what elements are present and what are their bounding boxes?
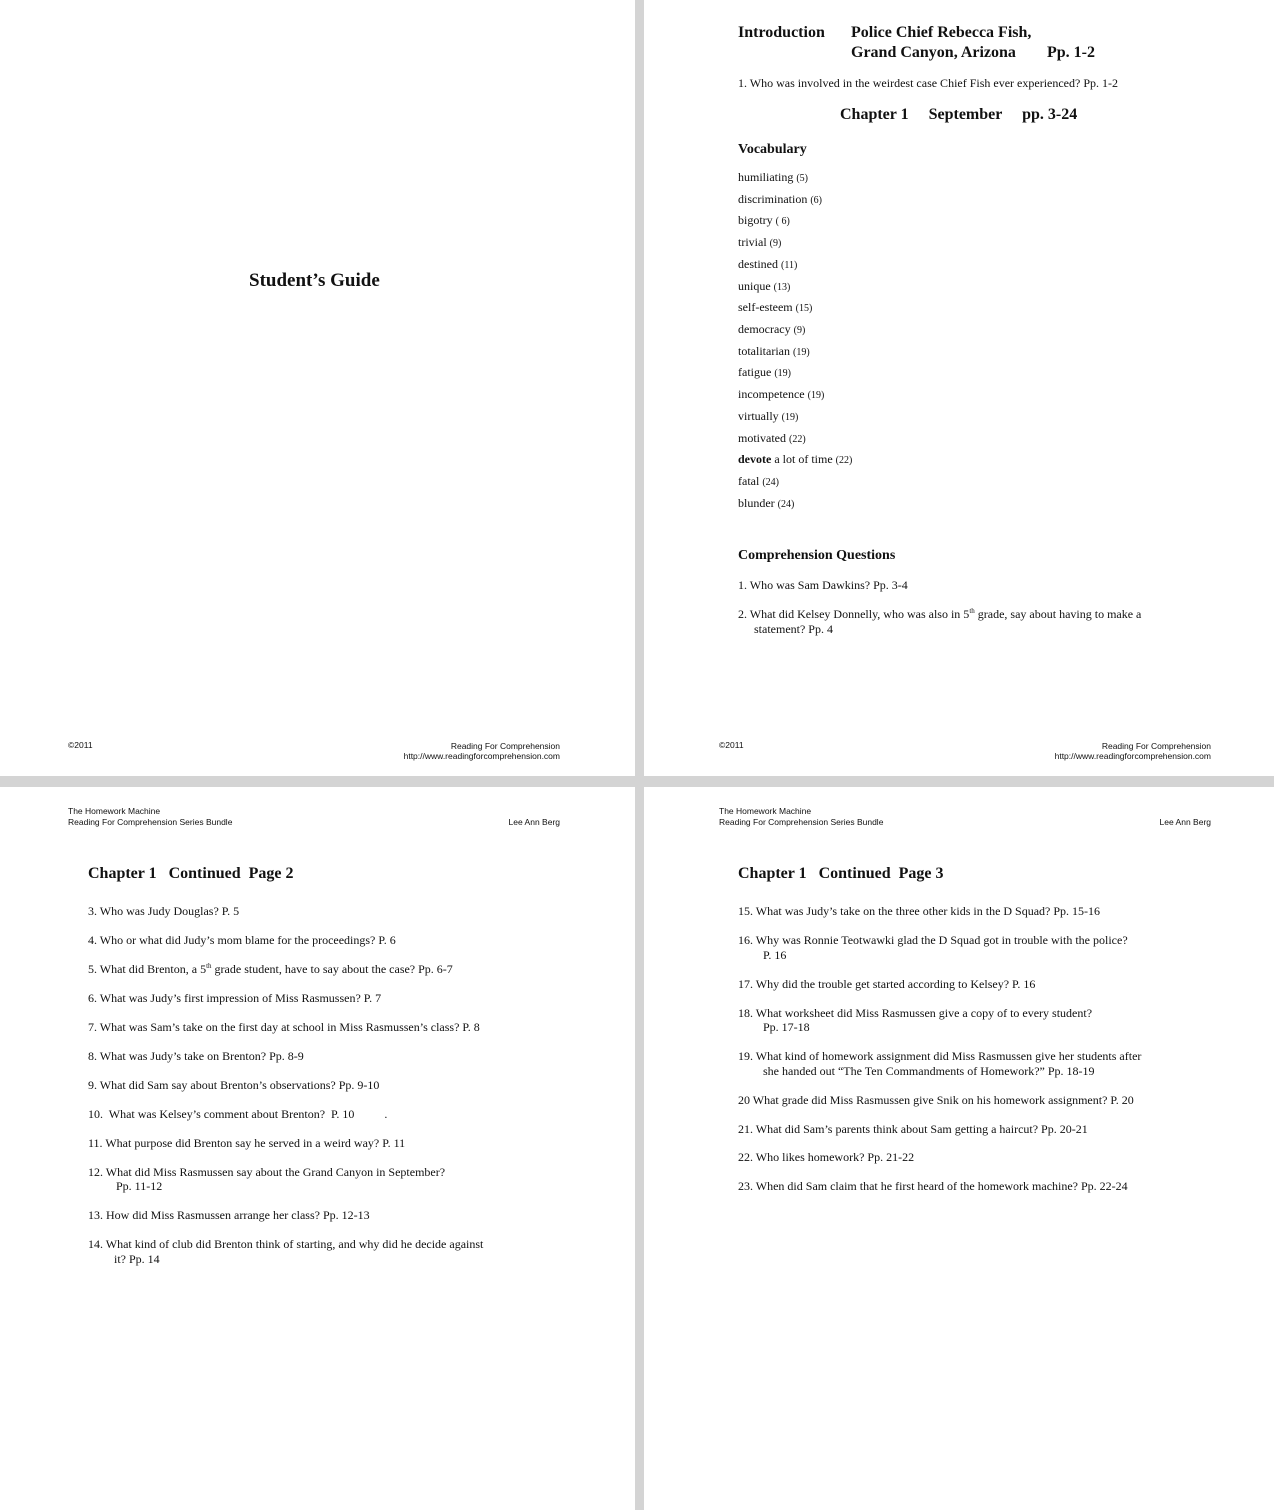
vocab-item: destined (11) — [738, 257, 798, 271]
vocab-item: blunder (24) — [738, 496, 795, 510]
question-item: 23. When did Sam claim that he first heard of the homework machine? Pp. 22-24 — [738, 1179, 1128, 1193]
vocab-item: self-esteem (15) — [738, 300, 813, 314]
vocab-item: motivated (22) — [738, 431, 806, 445]
vocab-item: devote a lot of time (22) — [738, 452, 853, 466]
vocab-item: trivial (9) — [738, 235, 782, 249]
vocab-item: bigotry ( 6) — [738, 213, 790, 227]
intro-label: Introduction — [738, 24, 825, 41]
chapter-heading: Chapter 1 September pp. 3-24 — [840, 106, 1078, 123]
question-continuation: statement? Pp. 4 — [754, 622, 833, 636]
vocab-item: incompetence (19) — [738, 387, 825, 401]
footer-publisher: Reading For Comprehension — [1101, 741, 1211, 751]
question-item: 11. What purpose did Brenton say he served in a weird way? P. 11 — [88, 1136, 406, 1150]
intro-pages: Pp. 1-2 — [1047, 44, 1095, 61]
question-item: 10. What was Kelsey’s comment about Brenton? P. 10 . — [88, 1107, 388, 1121]
question-item: 6. What was Judy’s first impression of Miss Rasmussen? P. 7 — [88, 991, 382, 1005]
header-author: Lee Ann Berg — [1159, 817, 1211, 827]
question-item: 16. Why was Ronnie Teotwawki glad the D Squad got in trouble with the police? — [738, 933, 1128, 947]
chapter-heading: Chapter 1 Continued Page 3 — [738, 865, 944, 882]
vocab-item: unique (13) — [738, 279, 791, 293]
footer-publisher: Reading For Comprehension — [450, 741, 560, 751]
question-continuation: it? Pp. 14 — [114, 1252, 160, 1266]
question-continuation: Pp. 11-12 — [116, 1179, 163, 1193]
vocab-item: democracy (9) — [738, 322, 806, 336]
question-continuation: Pp. 17-18 — [763, 1020, 810, 1034]
intro-title-line1: Police Chief Rebecca Fish, — [851, 24, 1032, 41]
vocab-item: humiliating (5) — [738, 170, 809, 184]
question-item: 13. How did Miss Rasmussen arrange her class? Pp. 12-13 — [88, 1208, 370, 1222]
footer-url: http://www.readingforcomprehension.com — [1054, 751, 1211, 761]
question-item: 21. What did Sam’s parents think about Sam getting a haircut? Pp. 20-21 — [738, 1122, 1088, 1136]
header-series: Reading For Comprehension Series Bundle — [68, 817, 233, 827]
comprehension-heading: Comprehension Questions — [738, 548, 896, 563]
intro-question: 1. Who was involved in the weirdest case Chief Fish ever experienced? Pp. 1-2 — [738, 76, 1119, 90]
page-3 — [0, 787, 635, 1510]
page-2 — [644, 0, 1274, 776]
question-item: 17. Why did the trouble get started according to Kelsey? P. 16 — [738, 977, 1036, 991]
footer-copyright: ©2011 — [719, 740, 744, 750]
chapter-heading: Chapter 1 Continued Page 2 — [88, 865, 294, 882]
question-item: 3. Who was Judy Douglas? P. 5 — [88, 904, 240, 918]
footer-copyright: ©2011 — [68, 740, 93, 750]
vocab-item: virtually (19) — [738, 409, 799, 423]
question-item: 19. What kind of homework assignment did Miss Rasmussen give her students after — [738, 1049, 1142, 1063]
header-author: Lee Ann Berg — [508, 817, 560, 827]
question-item: 9. What did Sam say about Brenton’s observations? Pp. 9-10 — [88, 1078, 380, 1092]
vocab-item: totalitarian (19) — [738, 344, 810, 358]
question-item: 18. What worksheet did Miss Rasmussen give a copy of to every student? — [738, 1006, 1093, 1020]
question-item: 14. What kind of club did Brenton think of starting, and why did he decide against — [88, 1237, 484, 1251]
vocab-item: fatigue (19) — [738, 365, 791, 379]
vocab-item: discrimination (6) — [738, 192, 822, 206]
question-item: 5. What did Brenton, a 5th grade student, have to say about the case? Pp. 6-7 — [88, 962, 453, 976]
question-item: 7. What was Sam’s take on the first day at school in Miss Rasmussen’s class? P. 8 — [88, 1020, 480, 1034]
question-item: 22. Who likes homework? Pp. 21-22 — [738, 1150, 915, 1164]
footer-url: http://www.readingforcomprehension.com — [403, 751, 560, 761]
question-item: 20 What grade did Miss Rasmussen give Snik on his homework assignment? P. 20 — [738, 1093, 1134, 1107]
question-item: 12. What did Miss Rasmussen say about the Grand Canyon in September? — [88, 1165, 446, 1179]
vocabulary-heading: Vocabulary — [738, 142, 807, 157]
header-book-title: The Homework Machine — [719, 806, 812, 816]
header-book-title: The Homework Machine — [68, 806, 161, 816]
page-title: Student’s Guide — [249, 270, 380, 291]
question-item: 15. What was Judy’s take on the three other kids in the D Squad? Pp. 15-16 — [738, 904, 1101, 918]
question-item: 1. Who was Sam Dawkins? Pp. 3-4 — [738, 578, 908, 592]
question-item: 8. What was Judy’s take on Brenton? Pp. 8-9 — [88, 1049, 304, 1063]
question-continuation: P. 16 — [763, 948, 787, 962]
page-4 — [644, 787, 1274, 1510]
question-item: 2. What did Kelsey Donnelly, who was also in 5th grade, say about having to make a — [738, 607, 1142, 621]
page-1 — [0, 0, 635, 776]
vocab-item: fatal (24) — [738, 474, 779, 488]
question-item: 4. Who or what did Judy’s mom blame for the proceedings? P. 6 — [88, 933, 396, 947]
intro-title-line2: Grand Canyon, Arizona — [851, 44, 1016, 61]
question-continuation: she handed out “The Ten Commandments of Homework?” Pp. 18-19 — [763, 1064, 1095, 1078]
header-series: Reading For Comprehension Series Bundle — [719, 817, 884, 827]
